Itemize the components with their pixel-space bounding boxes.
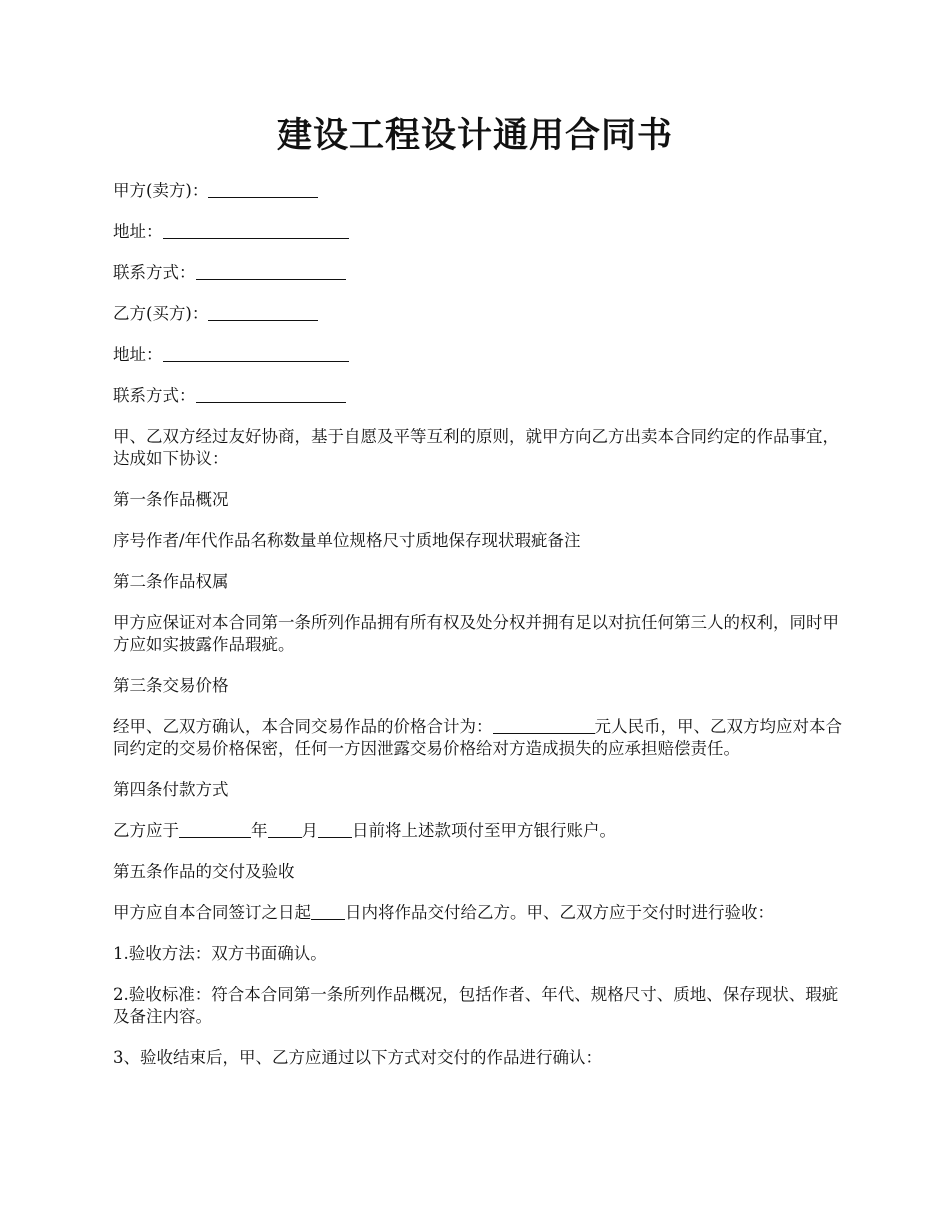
- party-b-line: [113, 303, 848, 325]
- article-2-body: 甲方应保证对本合同第一条所列作品拥有所有权及处分权并拥有足以对抗任何第三人的权利，同时甲方应如实披露作品瑕疵。: [113, 613, 839, 654]
- party-b-contact-blank: [196, 388, 346, 403]
- article-4-text-3: 月: [301, 821, 318, 840]
- price-blank: [493, 719, 595, 734]
- party-b-address-line: [113, 344, 848, 366]
- day-blank: [318, 823, 352, 838]
- party-b-blank: [208, 306, 318, 321]
- article-3-title: 第三条交易价格: [113, 676, 229, 695]
- article-5-text-1: 甲方应自本合同签订之日起: [113, 903, 311, 922]
- acceptance-item-2: 2.验收标准：符合本合同第一条所列作品概况，包括作者、年代、规格尺寸、质地、保存现状、瑕疵及备注内容。: [113, 985, 839, 1026]
- article-4-text-1: 乙方应于: [113, 821, 179, 840]
- party-b-address-blank: [163, 347, 349, 362]
- article-5-text-2: 日内将作品交付给乙方。甲、乙双方应于交付时进行验收：: [345, 903, 774, 922]
- article-4-title: 第四条付款方式: [113, 780, 229, 799]
- party-a-contact-blank: [196, 265, 346, 280]
- intro-paragraph: 甲、乙双方经过友好协商，基于自愿及平等互利的原则，就甲方向乙方出卖本合同约定的作品事宜，达成如下协议：: [113, 427, 839, 468]
- party-a-address-blank: [163, 224, 349, 239]
- party-a-label: 甲方(卖方)：: [113, 181, 209, 200]
- party-a-address-line: [113, 221, 848, 243]
- article-3-body-end: 元人民币，甲、乙双方均应对本合同约定的交易价格保密，任何一方因泄露交易价格给对方造成损失的应承担赔偿责任。: [113, 717, 842, 758]
- party-b-contact-line: [113, 385, 848, 407]
- party-a-line: [113, 180, 848, 202]
- party-b-address-label: 地址：: [113, 345, 163, 364]
- article-4-text-2: 年: [251, 821, 268, 840]
- article-2-title: 第二条作品权属: [113, 572, 229, 591]
- document-body: [113, 180, 848, 1088]
- year-blank: [179, 823, 251, 838]
- party-a-contact-label: 联系方式：: [113, 263, 196, 282]
- delivery-days-blank: [311, 905, 345, 920]
- party-b-contact-label: 联系方式：: [113, 386, 196, 405]
- article-3-body-start: 经甲、乙双方确认，本合同交易作品的价格合计为：: [113, 717, 493, 736]
- article-4-body: [113, 820, 848, 842]
- acceptance-item-3: 3、验收结束后，甲、乙方应通过以下方式对交付的作品进行确认：: [113, 1048, 602, 1067]
- party-a-address-label: 地址：: [113, 222, 163, 241]
- party-a-blank: [208, 183, 318, 198]
- article-3-body: [113, 716, 848, 760]
- acceptance-item-1: 1.验收方法：双方书面确认。: [113, 944, 327, 963]
- article-1-body: 序号作者/年代作品名称数量单位规格尺寸质地保存现状瑕疵备注: [113, 531, 581, 550]
- article-5-title: 第五条作品的交付及验收: [113, 862, 295, 881]
- month-blank: [268, 823, 302, 838]
- article-4-text-4: 日前将上述款项付至甲方银行账户。: [352, 821, 616, 840]
- document-title: 建设工程设计通用合同书: [276, 115, 673, 156]
- article-5-body: [113, 902, 848, 924]
- article-1-title: 第一条作品概况: [113, 490, 229, 509]
- party-a-contact-line: [113, 262, 848, 284]
- party-b-label: 乙方(买方)：: [113, 304, 209, 323]
